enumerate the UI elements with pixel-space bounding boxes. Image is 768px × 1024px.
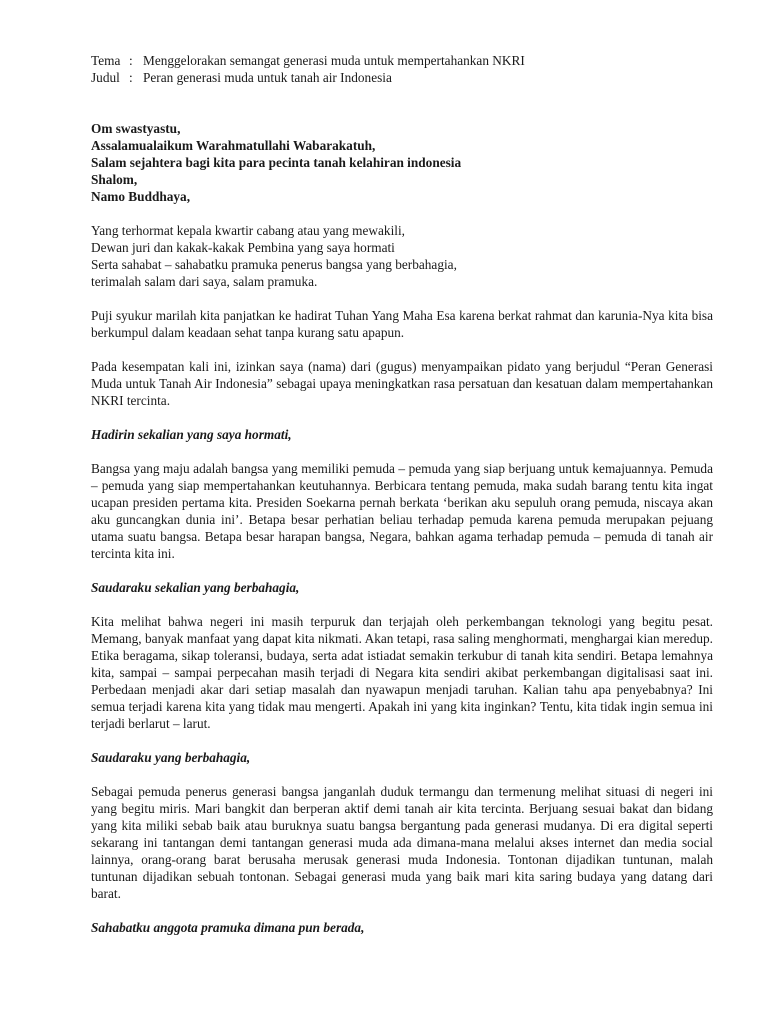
- greetings-block: [91, 120, 713, 205]
- section-heading: Hadirin sekalian yang saya hormati,: [91, 427, 292, 442]
- tema-row: [91, 52, 713, 69]
- judul-label: Judul: [91, 70, 120, 85]
- judul-value: Peran generasi muda untuk tanah air Indonesia: [143, 70, 392, 85]
- tema-value: Menggelorakan semangat generasi muda untuk mempertahankan NKRI: [143, 53, 525, 68]
- greeting-line: Salam sejahtera bagi kita para pecinta tanah kelahiran indonesia: [91, 155, 462, 170]
- paragraph-body: Sebagai pemuda penerus generasi bangsa janganlah duduk termangu dan termenung melihat situasi di negeri ini yang begitu miris. Mari bangkit dan berperan aktif demi tanah air kita tercinta. Berjuang sesuai bakat dan bidang yang kita miliki sebab baik atau buruknya suatu bangsa bergantung pada generasi mudanya. Di era digital seperti sekarang ini tantangan demi tantangan generasi muda ada dimana-mana melalui akses internet dan media social lainnya, orang-orang barat berusaha merusak generasi muda Indonesia. Tontonan dijadikan tuntunan, malah tuntunan dijadikan sebuah tontonan. Sebagai generasi muda yang baik mari kita saring budaya yang datang dari barat.: [91, 784, 713, 901]
- greeting-line: Shalom,: [91, 172, 138, 187]
- greeting-line: Om swastyastu,: [91, 121, 181, 136]
- address-block: [91, 222, 713, 290]
- spacer: [91, 86, 713, 120]
- tema-label: Tema: [91, 53, 121, 68]
- greeting-line: Assalamualaikum Warahmatullahi Wabarakatuh,: [91, 138, 376, 153]
- paragraph-opening: Puji syukur marilah kita panjatkan ke hadirat Tuhan Yang Maha Esa karena berkat rahmat dan karunia-Nya kita bisa berkumpul dalam keadaan sehat tanpa kurang satu apapun.: [91, 308, 713, 340]
- tema-separator: :: [129, 53, 133, 68]
- address-line: Yang terhormat kepala kwartir cabang atau yang mewakili,: [91, 223, 405, 238]
- paragraph-body: Bangsa yang maju adalah bangsa yang memiliki pemuda – pemuda yang siap berjuang untuk kemajuannya. Pemuda – pemuda yang siap mempertahankan keutuhannya. Berbicara tentang pemuda, maka sudah barang tentu kita ingat ucapan presiden pertama kita. Presiden Soekarna pernah berkata ‘berikan aku sepuluh orang pemuda, niscaya akan aku guncangkan dunia ini’. Betapa besar perhatian beliau terhadap pemuda karena pemuda merupakan pejuang utama suatu bangsa. Betapa besar harapan bangsa, Negara, bahkan agama terhadap pemuda – pemuda di tanah air tercinta kita ini.: [91, 461, 713, 561]
- paragraph-introduction: Pada kesempatan kali ini, izinkan saya (nama) dari (gugus) menyampaikan pidato yang berjudul “Peran Generasi Muda untuk Tanah Air Indonesia” sebagai upaya meningkatkan rasa persatuan dan kesatuan dalam mempertahankan NKRI tercinta.: [91, 359, 713, 408]
- section-heading: Sahabatku anggota pramuka dimana pun berada,: [91, 920, 365, 935]
- address-line: Dewan juri dan kakak-kakak Pembina yang saya hormati: [91, 240, 395, 255]
- greeting-line: Namo Buddhaya,: [91, 189, 191, 204]
- section-heading: Saudaraku yang berbahagia,: [91, 750, 251, 765]
- paragraph-body: Kita melihat bahwa negeri ini masih terpuruk dan terjajah oleh perkembangan teknologi yang begitu pesat. Memang, banyak manfaat yang dapat kita nikmati. Akan tetapi, rasa saling menghormati, menghargai kian meredup. Etika beragama, sikap toleransi, budaya, serta adat istiadat semakin terkubur di tanah kita sendiri. Betapa lemahnya kita, sampai – sampai perpecahan masih terjadi di Negara kita sendiri akibat perkembangan digitalisasi saat ini. Perbedaan menjadi akar dari setiap masalah dan nyawapun menjadi taruhan. Kalian tahu apa penyebabnya? Ini semua terjadi karena kita yang tidak mau mengerti. Apakah ini yang kita inginkan? Tentu, kita tidak ingin semua ini terjadi berlarut – larut.: [91, 614, 713, 731]
- address-line: Serta sahabat – sahabatku pramuka penerus bangsa yang berbahagia,: [91, 257, 457, 272]
- address-line: terimalah salam dari saya, salam pramuka.: [91, 274, 318, 289]
- document-page: [91, 52, 713, 936]
- judul-row: [91, 69, 713, 86]
- judul-separator: :: [129, 70, 133, 85]
- section-heading: Saudaraku sekalian yang berbahagia,: [91, 580, 300, 595]
